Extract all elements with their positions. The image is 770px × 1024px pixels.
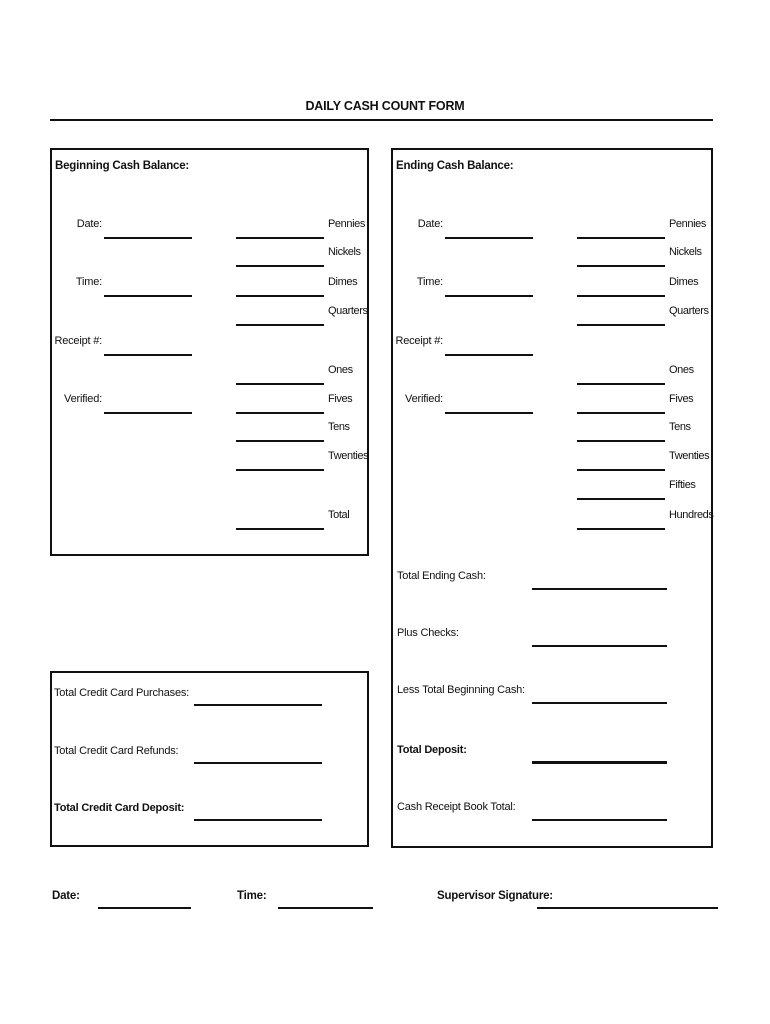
total-credit-card-purchases-input[interactable] [194, 704, 322, 706]
beginning-receipt-input[interactable] [104, 354, 192, 356]
less-total-beginning-cash-label: Less Total Beginning Cash: [397, 684, 525, 696]
footer-date-label: Date: [52, 890, 80, 902]
total-ending-cash-label: Total Ending Cash: [397, 570, 486, 582]
total-deposit-input[interactable] [532, 761, 667, 764]
beginning-nickels-label: Nickels [328, 246, 361, 258]
footer-time-label: Time: [237, 890, 267, 902]
beginning-cash-balance-box [50, 148, 369, 556]
beginning-verified-input[interactable] [104, 412, 192, 414]
beginning-dimes-label: Dimes [328, 276, 358, 288]
footer-date-input[interactable] [98, 907, 191, 909]
beginning-pennies-label: Pennies [328, 218, 365, 230]
beginning-date-input[interactable] [104, 237, 192, 239]
ending-dimes-label: Dimes [669, 276, 699, 288]
beginning-time-label: Time: [75, 276, 102, 288]
beginning-tens-label: Tens [328, 421, 350, 433]
beginning-fives-input[interactable] [236, 412, 324, 414]
ending-heading: Ending Cash Balance: [396, 160, 514, 172]
ending-time-input[interactable] [445, 295, 533, 297]
beginning-time-input[interactable] [104, 295, 192, 297]
supervisor-signature-label: Supervisor Signature: [437, 890, 553, 902]
total-credit-card-deposit-input[interactable] [194, 819, 322, 821]
ending-hundreds-label: Hundreds [669, 509, 714, 521]
beginning-tens-input[interactable] [236, 440, 324, 442]
ending-fives-label: Fives [669, 393, 694, 405]
ending-nickels-label: Nickels [669, 246, 702, 258]
ending-date-label: Date: [417, 218, 443, 230]
cash-receipt-book-total-label: Cash Receipt Book Total: [397, 801, 516, 813]
beginning-dimes-input[interactable] [236, 295, 324, 297]
ending-tens-input[interactable] [577, 440, 665, 442]
total-ending-cash-input[interactable] [532, 588, 667, 590]
ending-verified-label: Verified: [405, 393, 443, 405]
total-credit-card-deposit-label: Total Credit Card Deposit: [54, 802, 185, 814]
ending-twenties-input[interactable] [577, 469, 665, 471]
footer-time-input[interactable] [278, 907, 373, 909]
ending-fives-input[interactable] [577, 412, 665, 414]
beginning-verified-label: Verified: [64, 393, 102, 405]
less-total-beginning-cash-input[interactable] [532, 702, 667, 704]
total-deposit-label: Total Deposit: [397, 744, 467, 756]
ending-dimes-input[interactable] [577, 295, 665, 297]
beginning-heading: Beginning Cash Balance: [55, 160, 190, 172]
ending-ones-label: Ones [669, 364, 694, 376]
ending-quarters-input[interactable] [577, 324, 665, 326]
beginning-twenties-input[interactable] [236, 469, 324, 471]
ending-time-label: Time: [416, 276, 443, 288]
total-credit-card-purchases-label: Total Credit Card Purchases: [54, 687, 190, 699]
beginning-total-input[interactable] [236, 528, 324, 530]
title-rule [50, 119, 713, 121]
ending-receipt-input[interactable] [445, 354, 533, 356]
beginning-quarters-input[interactable] [236, 324, 324, 326]
ending-pennies-label: Pennies [669, 218, 706, 230]
ending-quarters-label: Quarters [669, 305, 709, 317]
ending-tens-label: Tens [669, 421, 691, 433]
beginning-total-label: Total [328, 509, 350, 521]
ending-nickels-input[interactable] [577, 265, 665, 267]
form-title: DAILY CASH COUNT FORM [305, 99, 465, 113]
beginning-nickels-input[interactable] [236, 265, 324, 267]
ending-fifties-input[interactable] [577, 498, 665, 500]
cash-receipt-book-total-input[interactable] [532, 819, 667, 821]
beginning-receipt-label: Receipt #: [54, 335, 102, 347]
beginning-twenties-label: Twenties [328, 450, 369, 462]
total-credit-card-refunds-input[interactable] [194, 762, 322, 764]
ending-fifties-label: Fifties [669, 479, 696, 491]
ending-twenties-label: Twenties [669, 450, 710, 462]
beginning-ones-label: Ones [328, 364, 353, 376]
beginning-date-label: Date: [76, 218, 102, 230]
beginning-pennies-input[interactable] [236, 237, 324, 239]
total-credit-card-refunds-label: Total Credit Card Refunds: [54, 745, 179, 757]
beginning-quarters-label: Quarters [328, 305, 368, 317]
ending-receipt-label: Receipt #: [395, 335, 443, 347]
ending-date-input[interactable] [445, 237, 533, 239]
credit-card-box [50, 671, 369, 847]
beginning-ones-input[interactable] [236, 383, 324, 385]
ending-cash-balance-box [391, 148, 713, 848]
ending-ones-input[interactable] [577, 383, 665, 385]
plus-checks-input[interactable] [532, 645, 667, 647]
plus-checks-label: Plus Checks: [397, 627, 459, 639]
ending-pennies-input[interactable] [577, 237, 665, 239]
beginning-fives-label: Fives [328, 393, 353, 405]
ending-hundreds-input[interactable] [577, 528, 665, 530]
ending-verified-input[interactable] [445, 412, 533, 414]
supervisor-signature-input[interactable] [537, 907, 718, 909]
